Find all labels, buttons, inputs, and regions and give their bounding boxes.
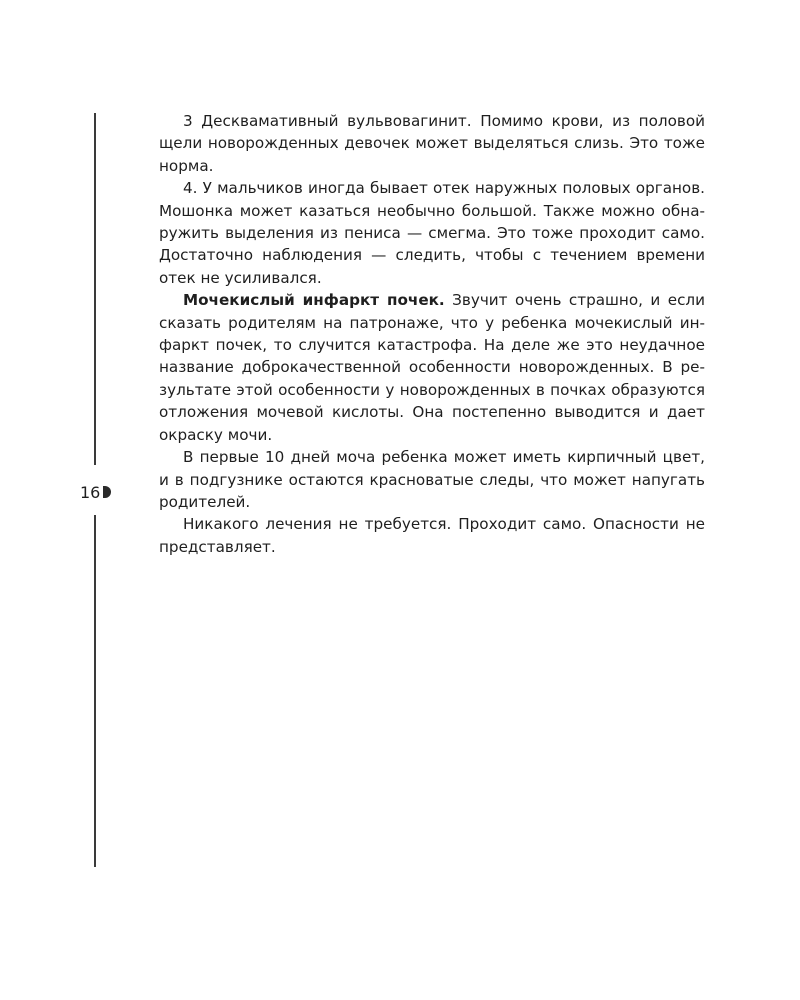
margin-rule-bottom — [94, 515, 96, 867]
paragraph-desquamative-vulvovaginitis: 3 Десквамативный вульвовагинит. Помимо крови, из половой щели новорожденных девочек может выделяться слизь. Это тоже норма. — [159, 112, 705, 175]
paragraph-genital-edema: 4. У мальчиков иногда бывает отек наружных половых органов. Мошонка может казаться необычно большой. Также можно обнаружить выделения из пениса — смегма. Это тоже проходит само. Достаточно наблюдения — следить, чтобы с течением времени отек не усиливался. — [159, 179, 705, 287]
body-text — [159, 110, 705, 558]
paragraph-uric-acid-infarction — [159, 289, 705, 446]
page-number-label: 16 — [80, 482, 101, 502]
paragraph-urine-color: В первые 10 дней моча ребенка может иметь кирпичный цвет, и в подгузнике остаются красноватые следы, что может напугать родителей. — [159, 448, 705, 511]
paragraph-no-treatment: Никакого лечения не требуется. Проходит само. Опасности не представляет. — [159, 515, 705, 556]
margin-rule-top — [94, 113, 96, 465]
page-marker-icon — [103, 486, 111, 498]
page-number — [80, 481, 111, 503]
paragraph-heading: Мочекислый инфаркт почек. — [183, 291, 445, 310]
paragraph-body: Звучит очень страшно, и если сказать родителям на патронаже, что у ребенка мочекислый инфаркт почек, то случится катастрофа. На деле же это неудачное название доброкачественной особенности новорожденных. В результате этой особенности у новорожденных в почках образуются отложения мочевой кислоты. Она постепенно выводится и дает окраску мочи. — [159, 291, 705, 444]
